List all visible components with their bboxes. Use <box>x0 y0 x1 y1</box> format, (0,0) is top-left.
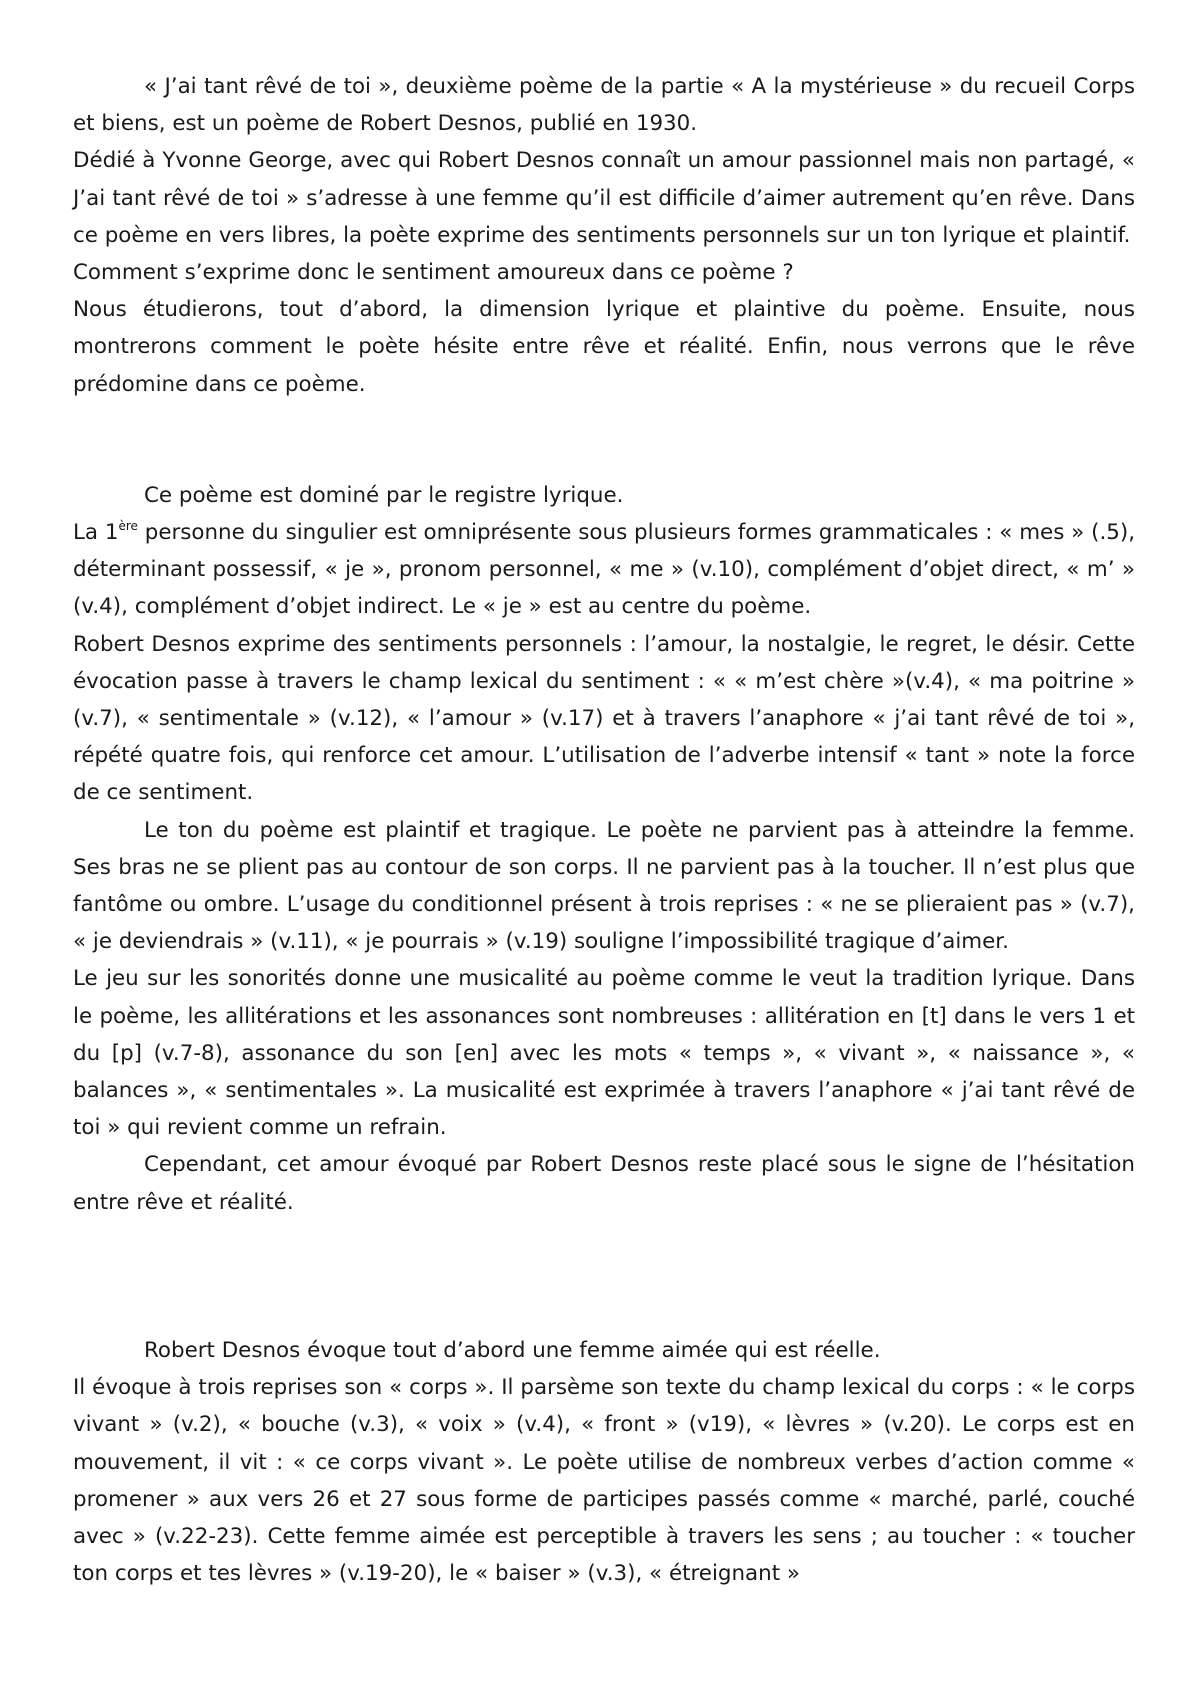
part1-paragraph: Le ton du poème est plaintif et tragique. Le poète ne parvient pas à atteindre la femme. Ses bras ne se plient pas au contour de son corps. Il ne parvient pas à la toucher. Il n’est plus que fantôme ou ombre. L’usage du conditionnel présent à trois reprises : « ne se plieraient pas » (v.7), « je deviendrais » (v.11), « je pourrais » (v.19) souligne l’impossibilité tragique d’aimer. <box>73 817 1135 955</box>
part1-paragraph: Le jeu sur les sonorités donne une musicalité au poème comme le veut la tradition lyrique. Dans le poème, les allitérations et les assonances sont nombreuses : allitération en [t] dans le vers 1 et du [p] (v.7-8), assonance du son [en] avec les mots « temps », « vivant », « naissance », « balances », « sentimentales ». La musicalité est exprimée à travers l’anaphore « j’ai tant rêvé de toi » qui revient comme un refrain. <box>73 966 1135 1141</box>
part1-intro: Ce poème est dominé par le registre lyrique. <box>144 482 624 508</box>
part1-paragraph: Robert Desnos exprime des sentiments personnels : l’amour, la nostalgie, le regret, le désir. Cette évocation passe à travers le champ lexical du sentiment : « « m’est chère »(v.4), « ma poitrine » (v.7), « sentimentale » (v.12), « l’amour » (v.17) et à travers l’anaphore « j’ai tant rêvé de toi », répété quatre fois, qui renforce cet amour. L’utilisation de l’adverbe intensif « tant » note la force de ce sentiment. <box>73 631 1135 806</box>
plan-announcement: Nous étudierons, tout d’abord, la dimension lyrique et plaintive du poème. Ensuite, nous montrerons comment le poète hésite entre rêve et réalité. Enfin, nous verrons que le rêve prédomine dans ce poème. <box>73 297 1135 397</box>
document-page <box>73 68 1135 1592</box>
part1-transition: Cependant, cet amour évoqué par Robert Desnos reste placé sous le signe de l’hésitation entre rêve et réalité. <box>73 1152 1135 1215</box>
intro-paragraph: « J’ai tant rêvé de toi », deuxième poème de la partie « A la mystérieuse » du recueil Corps et biens, est un poème de Robert Desnos, publié en 1930. <box>73 74 1135 137</box>
superscript-ere: ère <box>118 519 138 534</box>
part1-paragraph <box>73 514 1135 626</box>
part1-text: personne du singulier est omniprésente sous plusieurs formes grammaticales : « mes » (.5), déterminant possessif, « je », pronom personnel, « me » (v.10), complément d’objet direct, « m’ » (v.4), complément d’objet indirect. Le « je » est au centre du poème. <box>73 520 1135 620</box>
part1-text: La 1 <box>73 520 119 546</box>
intro-paragraph: Dédié à Yvonne George, avec qui Robert Desnos connaît un amour passionnel mais non partagé, « J’ai tant rêvé de toi » s’adresse à une femme qu’il est difficile d’aimer autrement qu’en rêve. Dans ce poème en vers libres, la poète exprime des sentiments personnels sur un ton lyrique et plaintif. <box>73 148 1135 248</box>
problematic-question: Comment s’exprime donc le sentiment amoureux dans ce poème ? <box>73 260 794 286</box>
part2-intro: Robert Desnos évoque tout d’abord une femme aimée qui est réelle. <box>144 1337 881 1363</box>
part2-paragraph: Il évoque à trois reprises son « corps ». Il parsème son texte du champ lexical du corps : « le corps vivant » (v.2), « bouche (v.3), « voix » (v.4), « front » (v19), « lèvres » (v.20). Le corps est en mouvement, il vit : « ce corps vivant ». Le poète utilise de nombreux verbes d’action comme « promener » aux vers 26 et 27 sous forme de participes passés comme « marché, parlé, couché avec » (v.22-23). Cette femme aimée est perceptible à travers les sens ; au toucher : « toucher ton corps et tes lèvres » (v.19-20), le « baiser » (v.3), « étreignant » <box>73 1375 1135 1587</box>
